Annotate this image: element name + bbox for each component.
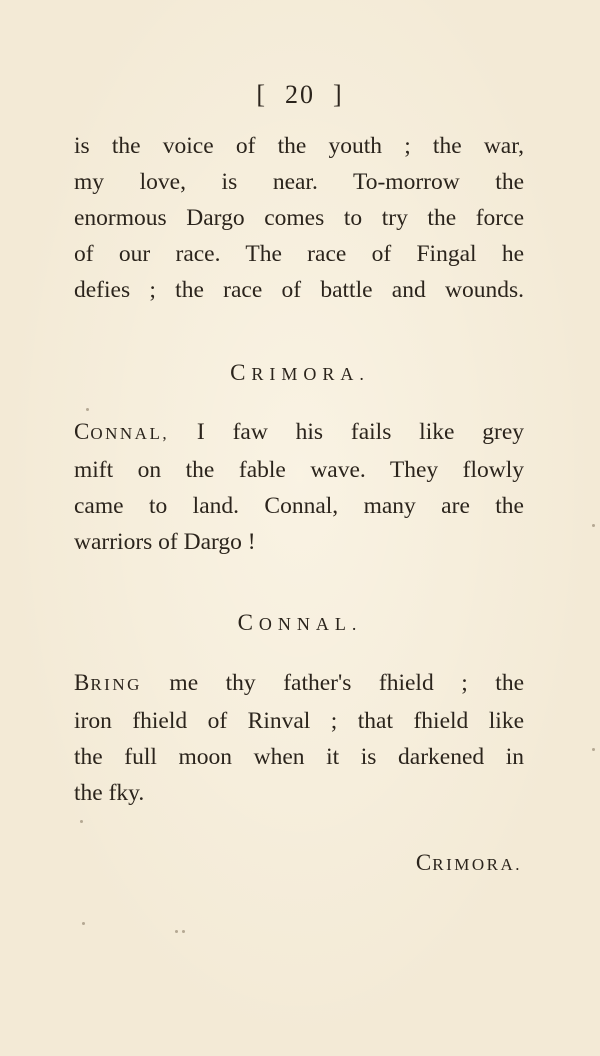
paragraph-1 [74,128,524,308]
speaker-initial: C [230,360,252,385]
text-fragment: me thy father's fhield ; the [141,670,524,696]
speaker-heading-connal [0,610,600,636]
text-line: the full moon when it is darkened in [74,744,524,770]
speaker-rest: RIMORA. [251,364,370,384]
catchword [416,850,522,876]
right-bracket: ] [333,80,344,109]
small-caps-initial: C [74,419,91,444]
small-caps-initial: B [74,670,91,695]
catchword-initial: C [415,850,433,875]
ink-speck [80,820,83,823]
speaker-heading-crimora [0,360,600,386]
text-line: iron fhield of Rinval ; that fhield like [74,708,524,734]
small-caps-word: RING [90,675,142,694]
ink-speck [592,748,595,751]
paragraph-2 [74,414,524,560]
text-line: my love, is near. To-morrow the [74,169,524,195]
ink-speck [182,930,185,933]
text-line: of our race. The race of Fingal he [74,241,524,267]
page-number-value: 20 [285,80,315,109]
text-line: is the voice of the youth ; the war, [74,133,524,159]
text-line: warriors of Dargo ! [74,529,256,555]
text-line: mift on the fable wave. They flowly [74,457,524,483]
text-line: defies ; the race of battle and wounds. [74,277,524,303]
left-bracket: [ [256,80,267,109]
text-line: enormous Dargo comes to try the force [74,205,524,231]
ink-speck [86,408,89,411]
text-line: the fky. [74,780,145,806]
text-line [74,414,524,452]
text-line: came to land. Connal, many are the [74,493,524,519]
paragraph-3 [74,665,524,811]
ink-speck [592,524,595,527]
page-number [0,80,600,110]
small-caps-word: ONNAL, [90,424,170,443]
ink-speck [82,922,85,925]
speaker-rest: ONNAL. [258,614,363,634]
ink-speck [175,930,178,933]
speaker-initial: C [237,610,259,635]
catchword-rest: RIMORA. [432,855,522,874]
text-fragment: I faw his fails like grey [169,419,524,445]
text-line [74,665,524,703]
